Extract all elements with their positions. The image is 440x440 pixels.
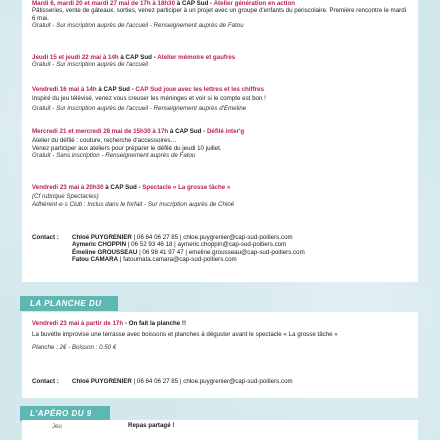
apero-card: [22, 420, 418, 440]
event-date: Vendredi 23 mai à 20h30: [32, 184, 104, 191]
contact-line: [72, 256, 402, 263]
event-note: Gratuit - Sur inscription auprès de l'accueil: [32, 61, 149, 69]
planche-event: [32, 320, 410, 351]
event-title: - On fait la planche !!: [123, 320, 187, 327]
contact-info[interactable]: | 06 98 41 97 47 | emeline.grousseau@cap-sud-poitiers.com: [139, 248, 305, 256]
event-date: Vendredi 16 mai à 14h: [32, 86, 97, 93]
contact-name: Chloé PUYGRENIER: [72, 378, 132, 385]
event-description: Inspiré du jeu télévisé, venez vous creuser les méninges et voir si le compte est bon !: [32, 95, 266, 103]
contact-info[interactable]: | 06 64 06 27 85 | chloe.puygrenier@cap-sud-poitiers.com: [133, 234, 293, 241]
event-note: (Cf rubrique Spectacles) Adhérent·e·s Club : Inclus dans le forfait - Sur inscription auprès de Chloé: [32, 193, 235, 208]
event-title: Spectacle « La grosse tâche »: [142, 184, 231, 191]
contact-label: Contact :: [32, 234, 59, 241]
event-memoire: [32, 54, 410, 69]
contact-name: Émeline GROUSSEAU: [72, 248, 138, 256]
event-spectacle: [32, 184, 410, 208]
event-note: Gratuit - Sur inscription auprès de l'accueil - Renseignement auprès de Fatou: [32, 22, 244, 30]
event-title: Atelier mémoire et gaufres: [157, 54, 236, 61]
event-title: Défilé inter'g: [206, 128, 245, 135]
event-place: à CAP Sud -: [96, 86, 136, 93]
event-place: à CAP Sud -: [175, 0, 214, 7]
event-description: Atelier du défilé : couture, recherche d'accessoires… Venez participer aux ateliers pour préparer le défilé du jeudi 10 juillet.: [32, 137, 222, 152]
contact-info[interactable]: | fatoumata.camara@cap-sud-poitiers.com: [119, 255, 237, 263]
event-defile: [32, 128, 410, 160]
section-tab-apero: L'APÉRO DU 9: [20, 406, 110, 421]
contact-info[interactable]: | 06 52 93 46 18 | aymeric.choppin@cap-sud-poitiers.com: [127, 241, 287, 249]
event-title: Atelier génération en action: [213, 0, 296, 7]
contact-label: Contact :: [32, 378, 59, 385]
event-date: Vendredi 23 mai à partir de 17h: [32, 320, 124, 327]
event-description: La buvette improvise une terrasse avec boissons et planches à déguster avant le spectacle « La grosse tâche »: [32, 331, 338, 339]
event-generation: [32, 0, 410, 30]
event-date: Jeudi 15 et jeudi 22 mai à 14h: [32, 54, 119, 61]
event-title: CAP Sud joue avec les lettres et les chiffres: [135, 86, 264, 93]
prices: Planche : 2€ - Boisson : 0.50 €: [32, 343, 117, 351]
apero-left-text: Jeu: [52, 424, 62, 430]
contact-line: [72, 249, 402, 256]
event-note: Gratuit - Sur inscription auprès de l'accueil - Renseignement auprès d'Emeline: [32, 104, 247, 112]
event-lettres-chiffres: [32, 86, 410, 112]
event-date: Mercredi 21 et mercredi 28 mai de 15h30 à 17h: [32, 128, 169, 135]
event-date: Mardi 6, mardi 20 et mardi 27 mai de 17h à 18h30: [32, 0, 176, 7]
event-place: à CAP Sud -: [118, 54, 158, 61]
contact-name: Fatou CAMARA: [72, 255, 119, 263]
contact-line: [72, 234, 402, 241]
events-card: [22, 0, 418, 282]
contact-name: Aymeric CHOPPIN: [72, 241, 127, 249]
event-place: à CAP Sud -: [103, 184, 143, 191]
contact-info[interactable]: | 06 64 06 27 85 | chloe.puygrenier@cap-sud-poitiers.com: [133, 378, 293, 385]
event-place: à CAP Sud -: [168, 128, 207, 135]
contact-line: [72, 241, 402, 248]
contact-name: Chloé PUYGRENIER: [72, 234, 132, 241]
section-tab-planche: LA PLANCHE DU: [20, 296, 118, 311]
planche-card: [22, 312, 418, 398]
event-description: Pâtisseries, vente de gâteaux, sorties, venez participer à un projet avec un groupe d'enfants du périscolaire. Première rencontre le mardi 6 mai.: [32, 7, 407, 22]
event-note: Gratuit - Sans inscription - Renseignement auprès de Fatou: [32, 152, 196, 160]
apero-title: Repas partagé !: [128, 422, 175, 429]
